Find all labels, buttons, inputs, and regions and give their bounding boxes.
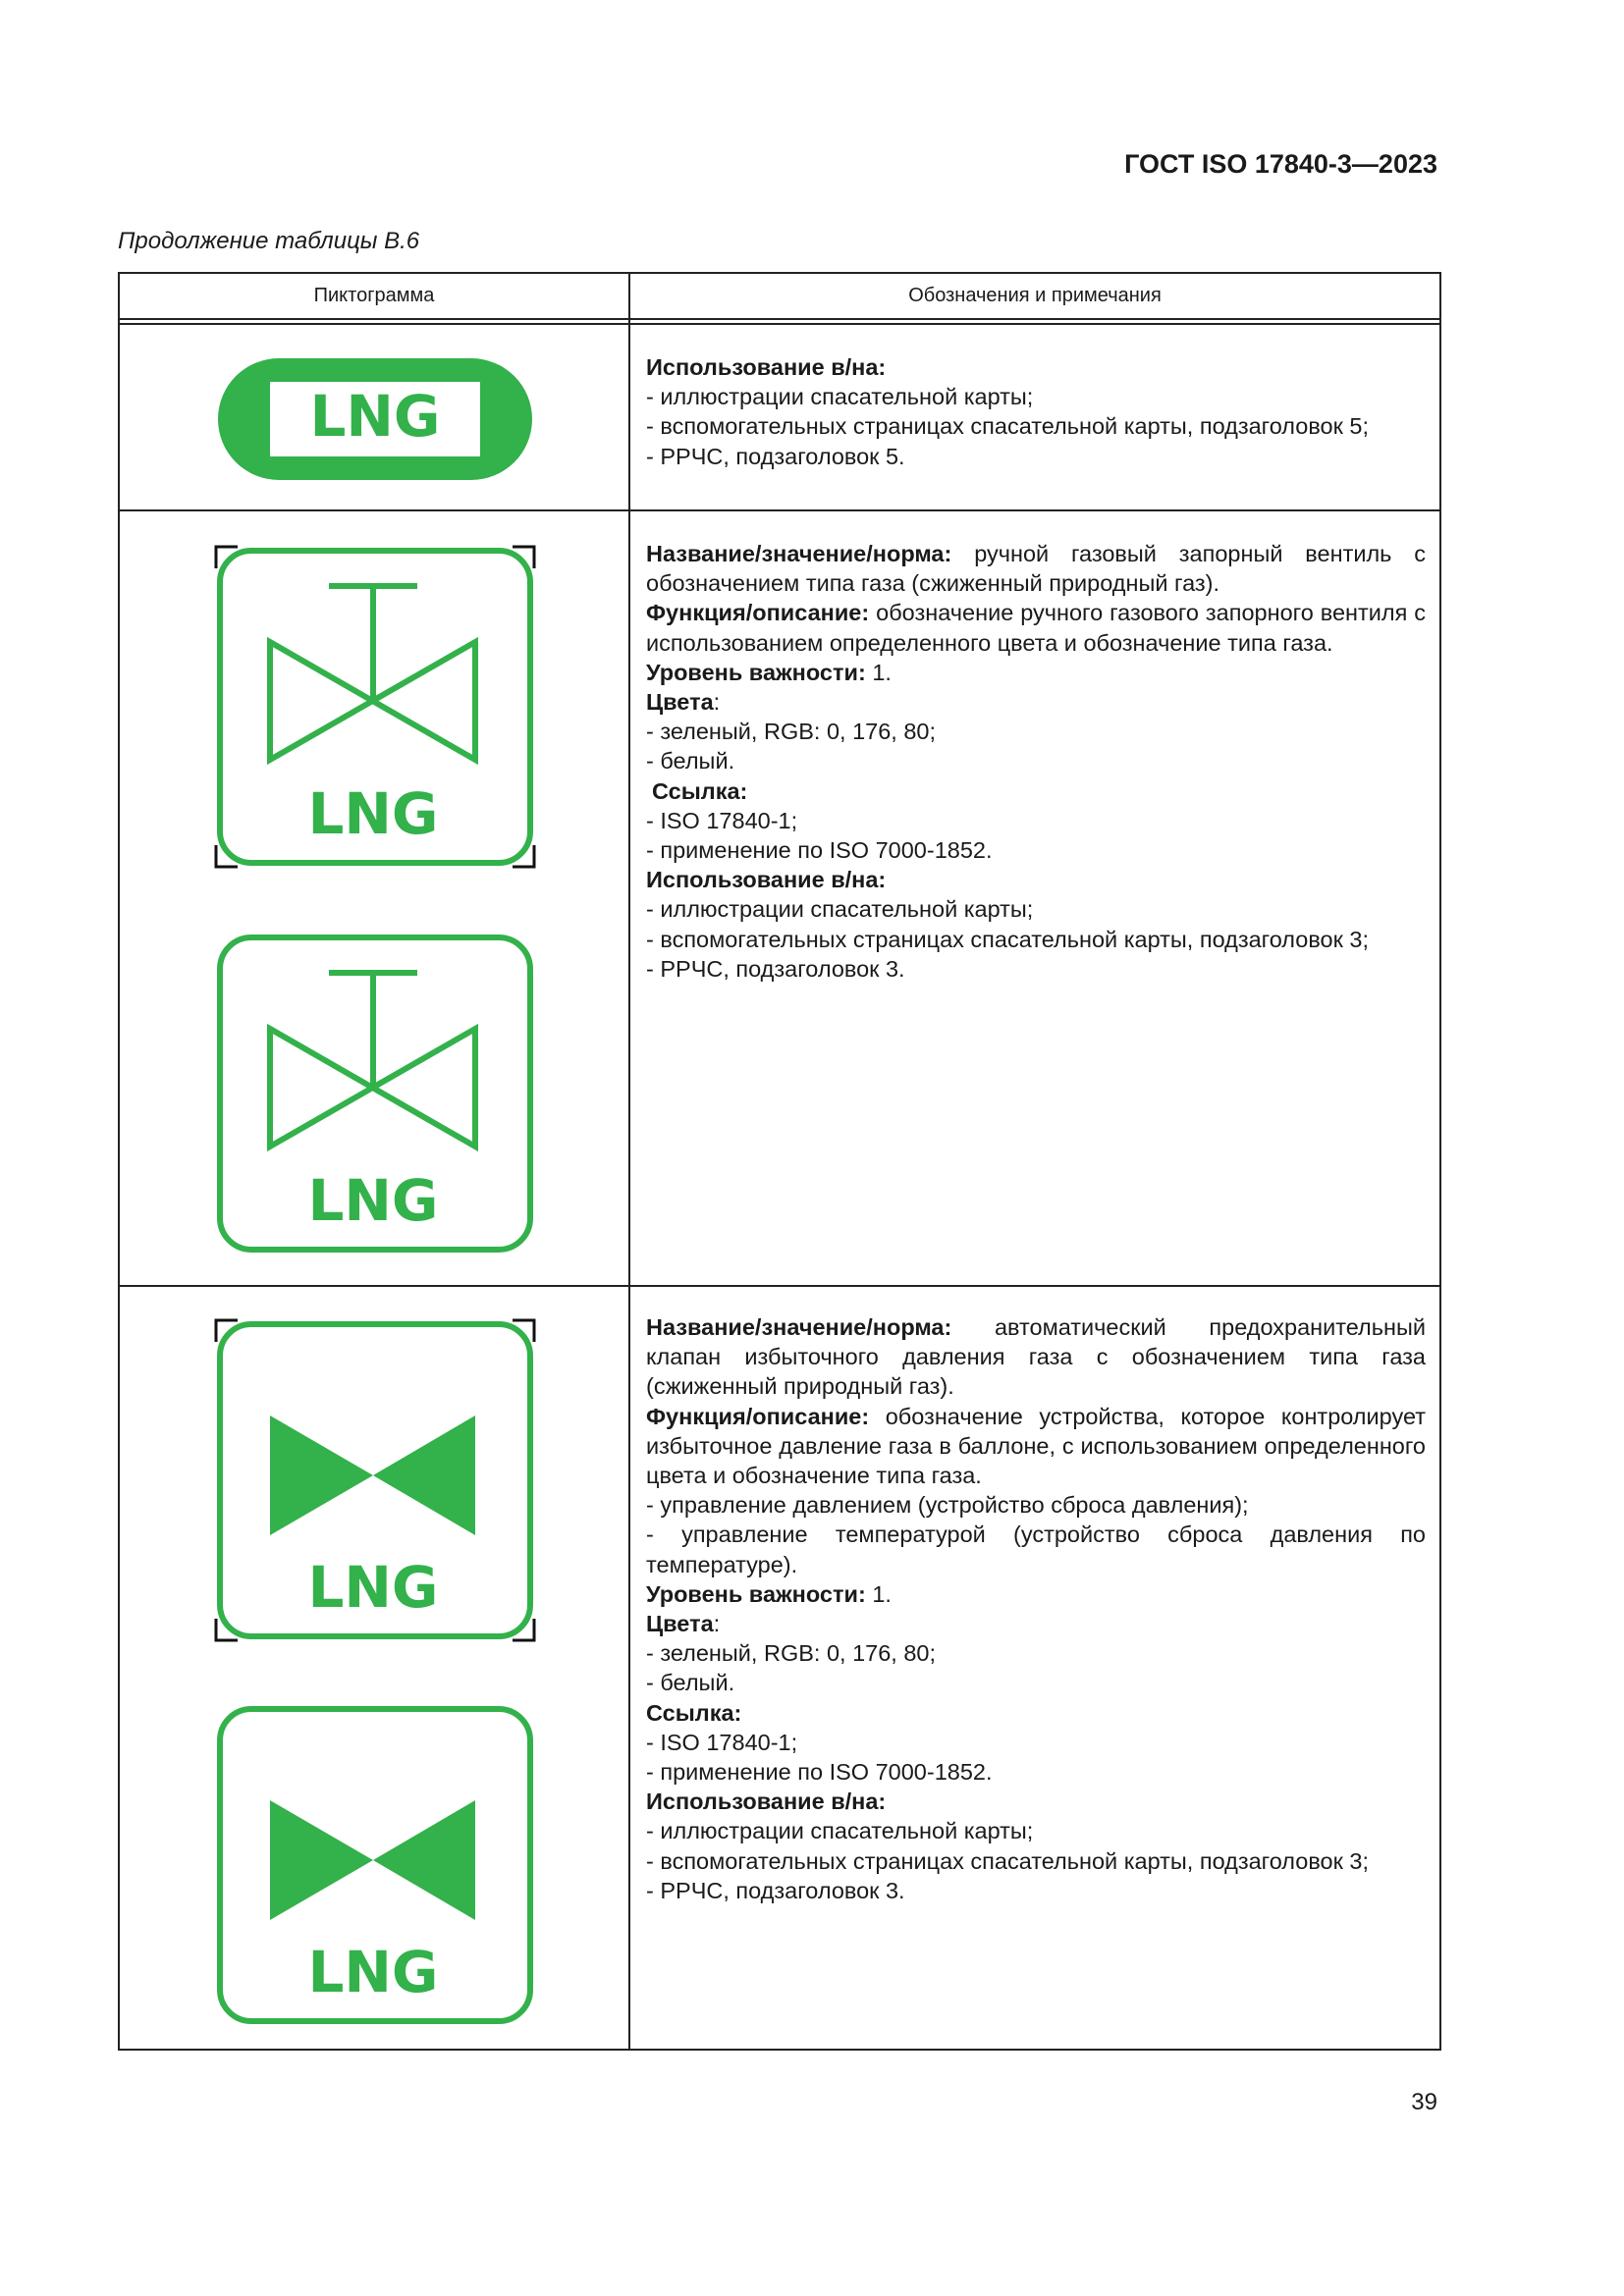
list-item: - белый. [646, 748, 735, 774]
list-item: - белый. [646, 1670, 735, 1696]
list-item: - применение по ISO 7000-1852. [646, 1759, 993, 1786]
list-item: - иллюстрации спасательной карты; [646, 384, 1034, 410]
name-label: Название/значение/норма: [646, 1314, 952, 1340]
manual-valve-pictogram-alt [214, 932, 536, 1255]
colors-colon: : [713, 1611, 721, 1637]
list-item: - применение по ISO 7000-1852. [646, 837, 993, 864]
list-item: - иллюстрации спасательной карты; [646, 896, 1034, 923]
lng-label-text: LNG [309, 383, 441, 450]
table-caption: Продолжение таблицы В.6 [118, 228, 420, 254]
list-item: - иллюстрации спасательной карты; [646, 1818, 1034, 1844]
lng-label-text: LNG [307, 1167, 439, 1234]
row2-notes [646, 539, 1426, 984]
function-value: обозначение ручного газового запорного вентиля с использованием определенного цвета и обозначение типа газа. [646, 600, 1427, 656]
function-label: Функция/описание: [646, 600, 870, 626]
header-pictogram: Пиктограмма [313, 285, 435, 306]
usage-label: Использование в/на: [646, 867, 887, 893]
list-item: - ISO 17840-1; [646, 1729, 798, 1755]
header-divider [120, 318, 1439, 320]
relief-valve-pictogram-alt [214, 1703, 536, 2027]
list-item: - зеленый, RGB: 0, 176, 80; [646, 1640, 937, 1667]
importance-label: Уровень важности: [646, 1580, 866, 1607]
row3-notes [646, 1312, 1426, 1905]
list-item: - вспомогательных страницах спасательной карты, подзаголовок 5; [646, 413, 1370, 440]
list-item: - РРЧС, подзаголовок 3. [646, 955, 905, 982]
list-item: - ISO 17840-1; [646, 807, 798, 833]
usage-label: Использование в/на: [646, 354, 887, 380]
lng-label-pictogram [216, 356, 534, 482]
row1-notes [646, 352, 1426, 471]
list-item: - управление температурой (устройство сброса давления по температуре). [646, 1522, 1426, 1577]
name-label: Название/значение/норма: [646, 541, 952, 566]
pictogram-table [118, 272, 1441, 2051]
lng-label-text: LNG [307, 780, 439, 847]
lng-label-text: LNG [307, 1939, 439, 2005]
colors-colon: : [713, 689, 721, 716]
list-item: - управление давлением (устройство сброса давления); [646, 1492, 1249, 1519]
relief-valve-pictogram [214, 1318, 536, 1642]
reference-label: Ссылка: [652, 777, 748, 804]
name-value: ручной газовый запорный вентиль с обозначением типа газа (сжиженный природный газ). [646, 541, 1427, 597]
reference-label: Ссылка: [646, 1699, 742, 1726]
header-notes: Обозначения и примечания [908, 285, 1162, 306]
name-value: автоматический предохранительный клапан избыточного давления газа с обозначением типа газа (сжиженный природный газ). [646, 1314, 1426, 1400]
page-number: 39 [1411, 2089, 1437, 2115]
lng-label-text: LNG [307, 1554, 439, 1621]
usage-label: Использование в/на: [646, 1789, 887, 1815]
standard-header: ГОСТ ISO 17840-3—2023 [1124, 149, 1437, 179]
importance-label: Уровень важности: [646, 659, 866, 685]
list-item: - вспомогательных страницах спасательной карты, подзаголовок 3; [646, 1847, 1370, 1874]
importance-value: 1. [872, 1580, 892, 1607]
function-label: Функция/описание: [646, 1403, 870, 1429]
header-divider-double [120, 323, 1439, 325]
function-value: обозначение устройства, которое контролирует избыточное давление газа в баллоне, с использованием определенного цвета и обозначение типа газа. [646, 1403, 1426, 1489]
list-item: - РРЧС, подзаголовок 3. [646, 1877, 905, 1903]
importance-value: 1. [872, 659, 892, 685]
list-item: - РРЧС, подзаголовок 5. [646, 443, 905, 469]
list-item: - вспомогательных страницах спасательной карты, подзаголовок 3; [646, 926, 1370, 952]
column-divider [628, 274, 630, 2049]
row-divider [120, 509, 1439, 511]
list-item: - зеленый, RGB: 0, 176, 80; [646, 719, 937, 745]
manual-valve-pictogram [214, 545, 536, 869]
row-divider [120, 1285, 1439, 1287]
colors-label: Цвета [646, 689, 714, 716]
colors-label: Цвета [646, 1611, 714, 1637]
